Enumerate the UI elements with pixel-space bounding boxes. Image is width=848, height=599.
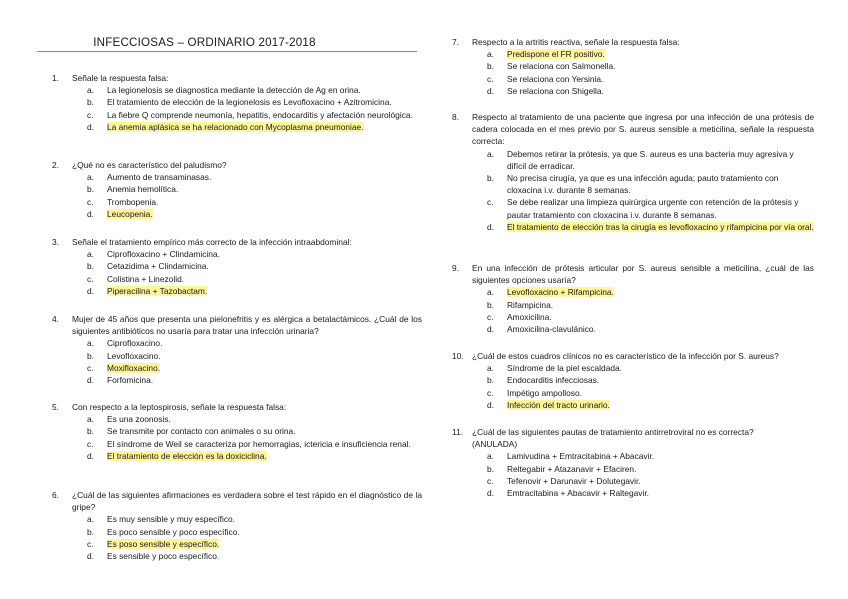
option-d: d. Se relaciona con Shigella. <box>487 85 604 96</box>
question-11 <box>452 426 814 499</box>
question-number: 5. <box>52 402 59 412</box>
option-d: d. Amoxicilina-clavulánico. <box>487 324 596 335</box>
highlighted-answer: El tratamiento de elección tras la cirugía es levofloxacino y rifampicina por vía oral. <box>507 221 814 232</box>
option-b: b. Anemia hemolítica. <box>87 184 179 195</box>
option-b: b. Se relaciona con Salmonella. <box>487 61 616 72</box>
option-a: a. Ciprofloxacino + Clindamicina. <box>87 249 220 260</box>
question-2 <box>52 159 422 220</box>
option-b: b. Levofloxacino. <box>87 350 161 361</box>
highlighted-answer: El tratamiento de elección es la doxiciclina. <box>107 450 267 461</box>
question-stem: ¿Cuál de las siguientes pautas de tratamiento antirretroviral no es correcta? <box>472 427 754 437</box>
option-b: b. Endocarditis infecciosas. <box>487 375 600 386</box>
option-d: d. Emtracitabina + Abacavir + Raltegavir. <box>487 488 649 499</box>
question-stem: En una infección de prótesis articular por S. aureus sensible a meticilina, ¿cuál de las siguientes opciones usaría? <box>472 263 814 286</box>
highlighted-answer: Es poso sensible y específico. <box>107 538 220 549</box>
title-underline <box>37 51 417 52</box>
option-c: c. Colistina + Linezolid. <box>87 273 185 284</box>
option-d: d. Forfomicina. <box>87 375 154 386</box>
question-9 <box>452 262 814 335</box>
option-b: b. No precisa cirugía, ya que es una infección aguda; pauto tratamiento con cloxacina i.v. durante 8 semanas. <box>487 173 779 196</box>
question-10 <box>452 350 814 411</box>
highlighted-answer: Leucopenia. <box>107 208 153 219</box>
option-b: b. Es poco sensible y poco específico. <box>87 526 240 537</box>
option-a: a. Lamivudina + Emtracitabina + Abacavir. <box>487 451 655 462</box>
question-stem: Respecto al tratamiento de una paciente que ingresa por una infección de una prótesis de cadera colocada en el mes previo por S. aureus sensible a meticilina, señale la respuesta correcta: <box>472 112 814 147</box>
question-7 <box>452 36 814 97</box>
option-b: b. Rifampicina. <box>487 299 554 310</box>
highlighted-answer: La anemia aplásica se ha relacionado con Mycoplasma pneumoniae. <box>107 121 364 132</box>
question-number: 9. <box>452 263 459 273</box>
option-c-correct: c. Es poso sensible y específico. <box>87 538 220 549</box>
page-title: INFECCIOSAS – ORDINARIO 2017-2018 <box>93 36 316 49</box>
question-3 <box>52 236 422 297</box>
question-number: 1. <box>52 73 59 83</box>
question-stem: ¿Qué no es característico del paludismo? <box>72 160 227 170</box>
question-stem: Mujer de 45 años que presenta una pielonefritis y es alérgica a betalactámicos. ¿Cuál de los siguientes antibióticos no usaría para tratar una infección urinaria? <box>72 314 422 337</box>
option-d-correct: d. El tratamiento de elección es la doxiciclina. <box>87 450 267 461</box>
question-number: 4. <box>52 314 59 324</box>
question-1 <box>52 72 422 133</box>
option-c: c. Se debe realizar una limpieza quirúrgica urgente con retención de la prótesis y pautar tratamiento con cloxacina i.v. durante 8 semanas. <box>487 197 799 220</box>
highlighted-answer: Infección del tracto urinario. <box>507 399 610 410</box>
question-number: 6. <box>52 490 59 500</box>
question-6 <box>52 489 422 562</box>
option-a: a. Síndrome de la piel escaldada. <box>487 363 622 374</box>
option-d-correct: d. Piperacilina + Tazobactam. <box>87 285 208 296</box>
question-number: 7. <box>452 37 459 47</box>
option-b: b. Se transmite por contacto con animales o su orina. <box>87 426 296 437</box>
option-c: c. Trombopenia. <box>87 196 159 207</box>
option-c: c. Impétigo ampolloso. <box>487 387 582 398</box>
option-b: b. Reltegabir + Atazanavir + Efaciren. <box>487 463 637 474</box>
option-a: a. La legionelosis se diagnostica mediante la detección de Ag en orina. <box>87 85 361 96</box>
question-number: 10. <box>452 351 464 361</box>
option-c: c. Se relaciona con Yersinia. <box>487 73 604 84</box>
option-d: d. Es sensible y poco específico. <box>87 551 220 562</box>
highlighted-answer: Piperacilina + Tazobactam. <box>107 285 208 296</box>
highlighted-answer: Predispone el FR positivo. <box>507 49 605 60</box>
option-b: b. Cetazidima + Clindamicina. <box>87 261 209 272</box>
option-d-correct: d. Infección del tracto urinario. <box>487 399 610 410</box>
question-stem: Con respecto a la leptospirosis, señale la respuesta falsa: <box>72 402 287 412</box>
option-d-correct: d. Leucopenia. <box>87 208 153 219</box>
question-stem: Señale la respuesta falsa: <box>72 73 169 83</box>
option-a-correct: a. Levofloxacino + Rifampicina. <box>487 287 614 298</box>
option-a: a. Aumento de transaminasas. <box>87 172 212 183</box>
option-c: c. El síndrome de Weil se caracteriza por hemorragias, ictericia e insuficiencia renal. <box>87 438 411 449</box>
option-c-correct: c. Moxifloxacino. <box>87 362 161 373</box>
option-a: a. Ciprofloxacino. <box>87 338 163 349</box>
question-stem: ¿Cuál de estos cuadros clínicos no es característico de la infección por S. aureus? <box>472 351 779 361</box>
question-4 <box>52 313 422 386</box>
question-number: 8. <box>452 112 459 122</box>
question-stem: Señale el tratamiento empírico más correcto de la infección intraabdominal: <box>72 237 352 247</box>
option-a: a. Es muy sensible y muy específico. <box>87 514 236 525</box>
question-number: 2. <box>52 160 59 170</box>
question-5 <box>52 401 422 462</box>
question-number: 11. <box>452 427 464 437</box>
annulled-note: (ANULADA) <box>472 439 518 450</box>
question-number: 3. <box>52 237 59 247</box>
option-a: a. Es una zoonosis. <box>87 414 171 425</box>
highlighted-answer: Moxifloxacino. <box>107 362 161 373</box>
option-a: a. Debemos retirar la prótesis, ya que S. aureus es una bacteria muy agresiva y difícil de erradicar. <box>487 148 794 171</box>
option-d-correct: d. El tratamiento de elección tras la cirugía es levofloxacino y rifampicina por vía oral. <box>487 221 814 232</box>
question-8 <box>452 111 814 233</box>
option-d-correct: d. La anemia aplásica se ha relacionado con Mycoplasma pneumoniae. <box>87 121 364 132</box>
option-c: c. Amoxicilina. <box>487 311 552 322</box>
option-c: c. Tefenovir + Darunavir + Dolutegavir. <box>487 475 641 486</box>
option-c: c. La fiebre Q comprende neumonía, hepatitis, endocarditis y afectación neurológica. <box>87 109 413 120</box>
option-a-correct: a. Predispone el FR positivo. <box>487 49 605 60</box>
highlighted-answer: Levofloxacino + Rifampicina. <box>507 287 614 298</box>
question-stem: ¿Cuál de las siguientes afirmaciones es verdadera sobre el test rápido en el diagnóstico de la gripe? <box>72 490 422 513</box>
option-b: b. El tratamiento de elección de la legionelosis es Levofloxacino + Azitromicina. <box>87 97 392 108</box>
question-stem: Respecto a la artritis reactiva, señale la respuesta falsa: <box>472 37 680 47</box>
